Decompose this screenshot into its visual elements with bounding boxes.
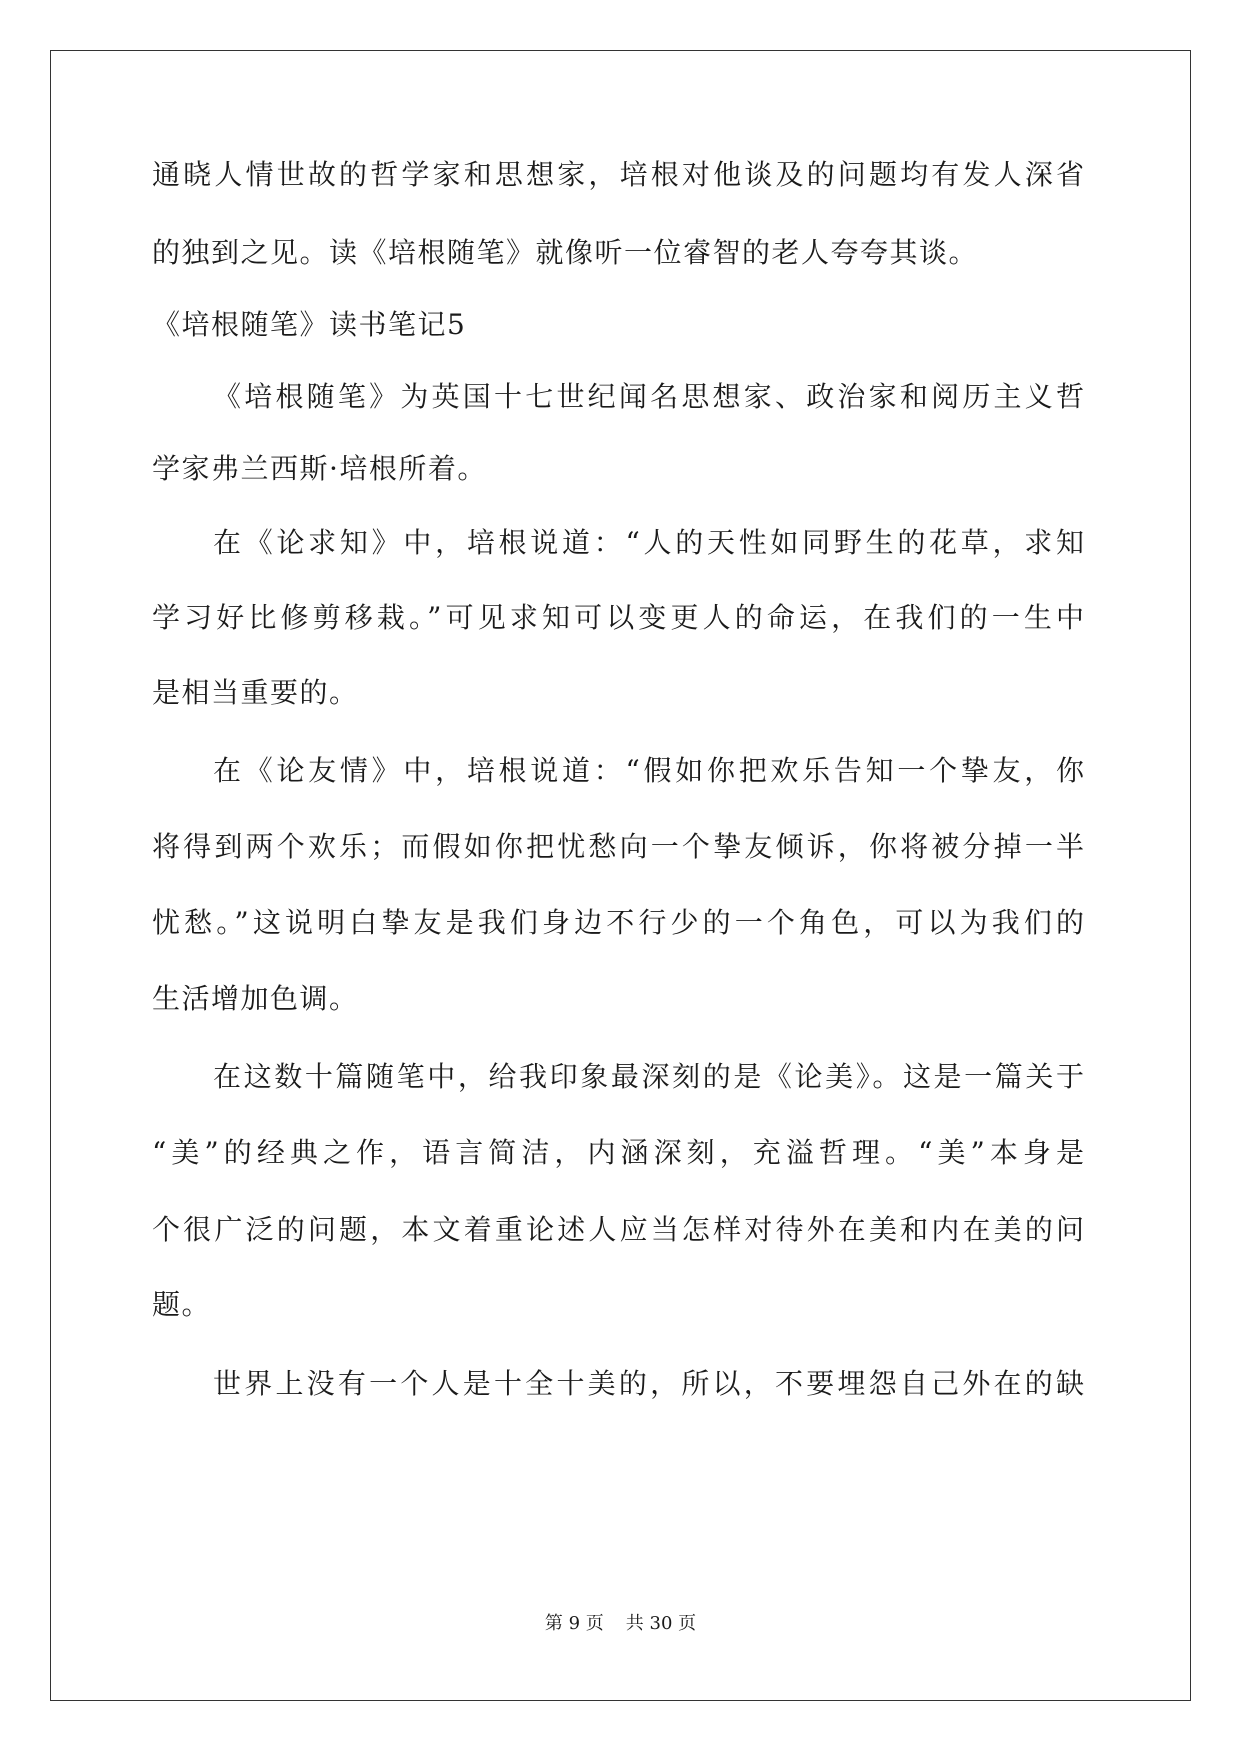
- page-border: [50, 50, 1191, 1701]
- body-line: 是相当重要的。: [152, 676, 359, 709]
- page-number: 第 9 页: [544, 1613, 604, 1634]
- body-line: 学家弗兰西斯·培根所着。: [152, 452, 487, 485]
- body-line: 通晓人情世故的哲学家和思想家，培根对他谈及的问题均有发人深省: [152, 158, 1084, 191]
- body-line: 个很广泛的问题，本文着重论述人应当怎样对待外在美和内在美的问: [152, 1213, 1084, 1246]
- body-line: 忧愁。”这说明白挚友是我们身边不行少的一个角色，可以为我们的: [152, 906, 1084, 939]
- page-total: 共 30 页: [625, 1613, 697, 1634]
- body-line: 《培根随笔》为英国十七世纪闻名思想家、政治家和阅历主义哲: [213, 380, 1084, 413]
- body-line: 的独到之见。读《培根随笔》就像听一位睿智的老人夸夸其谈。: [152, 236, 979, 269]
- body-line: 题。: [152, 1288, 212, 1321]
- body-line: 将得到两个欢乐；而假如你把忧愁向一个挚友倾诉，你将被分掉一半: [152, 830, 1084, 863]
- body-line: “美”的经典之作，语言简洁，内涵深刻，充溢哲理。“美”本身是: [152, 1136, 1084, 1169]
- page-footer: [0, 1612, 1241, 1636]
- body-line: 在《论求知》中，培根说道：“人的天性如同野生的花草，求知: [213, 526, 1084, 559]
- body-line: 世界上没有一个人是十全十美的，所以，不要埋怨自己外在的缺: [213, 1367, 1084, 1400]
- section-heading: 《培根随笔》读书笔记5: [152, 308, 467, 341]
- body-line: 学习好比修剪移栽。”可见求知可以变更人的命运，在我们的一生中: [152, 601, 1084, 634]
- body-line: 生活增加色调。: [152, 982, 359, 1015]
- body-line: 在这数十篇随笔中，给我印象最深刻的是《论美》。这是一篇关于: [213, 1060, 1084, 1093]
- body-line: 在《论友情》中，培根说道：“假如你把欢乐告知一个挚友，你: [213, 754, 1084, 787]
